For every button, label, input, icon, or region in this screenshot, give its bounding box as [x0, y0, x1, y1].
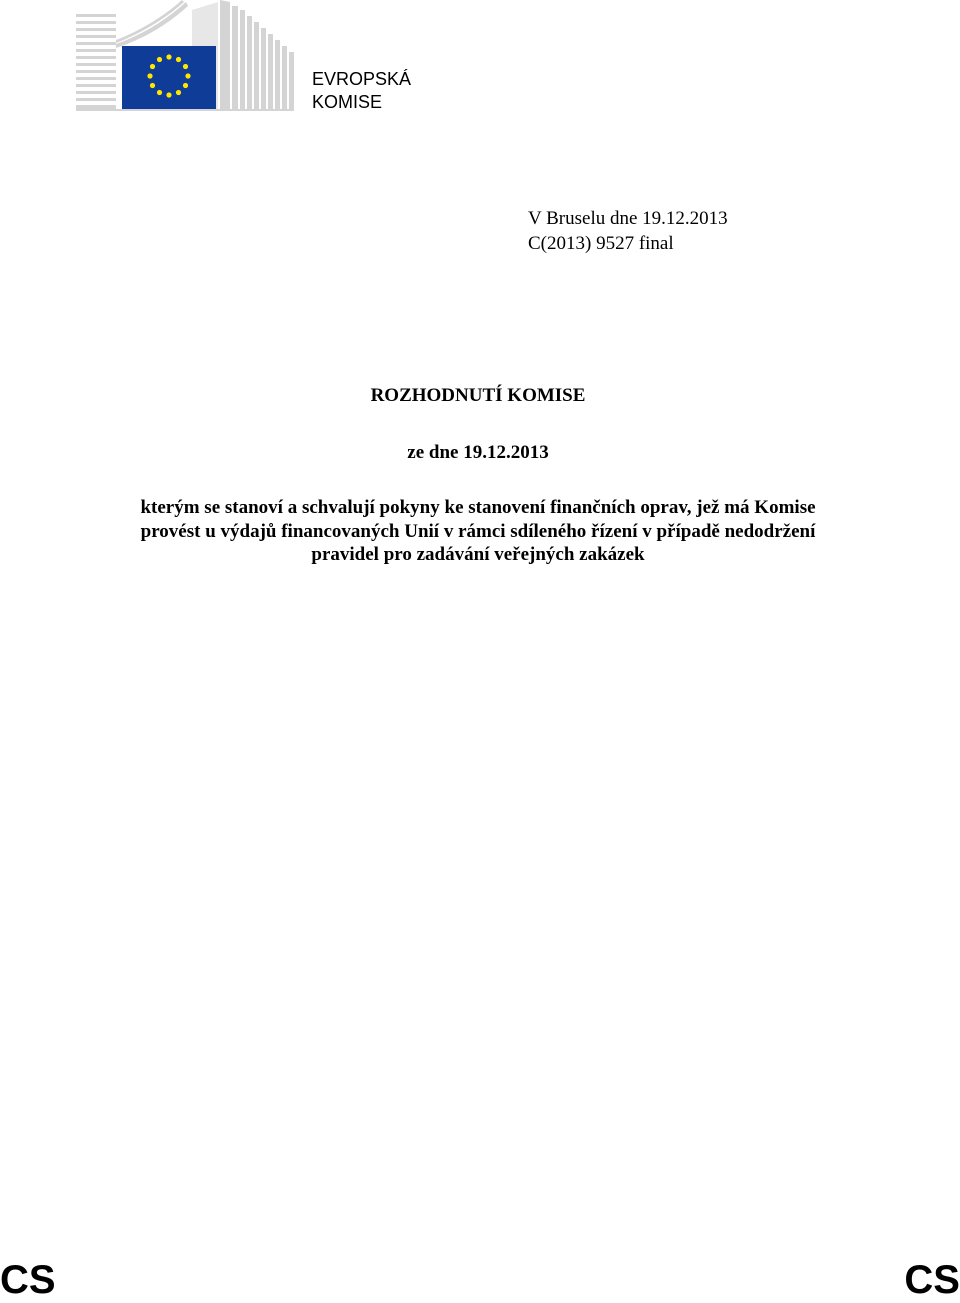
organisation-name-line1: EVROPSKÁ	[312, 69, 412, 89]
document-reference: C(2013) 9527 final	[528, 233, 674, 254]
decision-date: ze dne 19.12.2013	[407, 442, 549, 463]
document-title	[60, 496, 896, 567]
document-title-line: kterým se stanoví a schvalují pokyny ke stanovení finančních oprav, jež má Komise	[140, 497, 816, 518]
document-type-heading: ROZHODNUTÍ KOMISE	[370, 385, 586, 406]
language-code-left: CS	[0, 1258, 56, 1302]
organisation-name-line2: KOMISE	[312, 92, 383, 112]
language-code-right: CS	[904, 1258, 960, 1302]
eu-flag-icon	[122, 46, 216, 109]
organisation-name	[312, 68, 411, 114]
european-commission-logo	[74, 0, 304, 114]
place-and-date: V Bruselu dne 19.12.2013	[528, 208, 728, 229]
document-title-line: pravidel pro zadávání veřejných zakázek	[311, 544, 645, 565]
document-title-line: provést u výdajů financovaných Unií v rámci sdíleného řízení v případě nedodržení	[140, 520, 816, 542]
